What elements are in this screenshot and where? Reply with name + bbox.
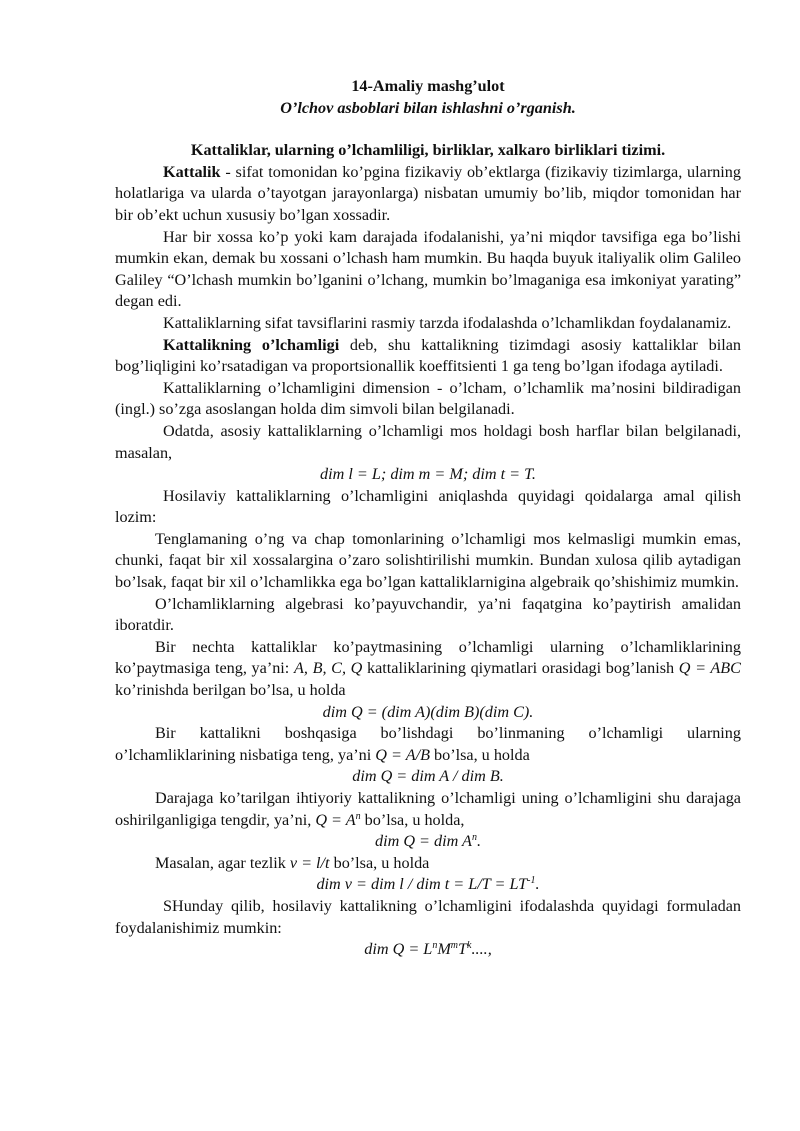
paragraph-text: deb, shu kattalikning tizimdagi asosiy kattaliklar bilan bog’liqligini ko’rsatadigan va proportsionallik koeffitsienti 1 ga teng bo’lgan ifodaga aytiladi. [115, 335, 741, 376]
paragraph-example-velocity: Masalan, agar tezlik v = l/t bo’lsa, u holda [155, 853, 430, 872]
paragraph-rule-2: O’lchamliklarning algebrasi ko’payuvchandir, ya’ni faqatgina ko’paytirish amalidan iboratdir. [115, 594, 741, 635]
formula-quotient: dim Q = dim A / dim B. [352, 767, 504, 786]
math-eq: Q = A/B [375, 745, 430, 764]
formula-product: dim Q = (dim A)(dim B)(dim C). [322, 702, 534, 721]
paragraph-dimension: Kattaliklarning o’lchamligini dimension - o’lcham, o’lchamlik ma’nosini bildiradigan (ingl.) so’zga asoslangan holda dim simvoli bilan belgilanadi. [115, 378, 741, 419]
paragraph-definition [115, 335, 741, 378]
math-eq: v = l/t [289, 853, 330, 872]
math-eq: Q = ABC [678, 659, 741, 678]
paragraph-rule-5: Darajaga ko’tarilgan ihtiyoriy kattalikning o’lchamligi uning o’lchamligini shu darajaga oshirilganligiga tengdir, ya’ni, $Q = A^n$ bo’lsa, u holda, [115, 789, 741, 829]
paragraph-bosh-harflar: Odatda, asosiy kattaliklarning o’lchamligi mos holdagi bosh harflar bilan belgilanadi, masalan, [115, 421, 741, 462]
term-olchamligi: Kattalikning o’lchamligi [163, 335, 340, 354]
paragraph-qoidalar: Hosilaviy kattaliklarning o’lchamligini aniqlashda quyidagi qoidalarga amal qilish lozim: [115, 486, 741, 527]
term-kattalik: Kattalik [163, 162, 221, 181]
paragraph-rule-4: Bir kattalikni boshqasiga bo’lishdagi bo’linmaning o’lchamligi ularning o’lchamliklarining nisbatiga teng, ya’ni Q = A/B bo’lsa, u holda [115, 724, 741, 764]
paragraph-kattalik [115, 162, 741, 227]
formula-velocity: dim v = dim l / dim $t = L/T = LT^{-1}$. [316, 875, 540, 894]
paragraph-galiley: Har bir xossa ko’p yoki kam darajada ifodalanishi, ya’ni miqdor tavsifiga ega bo’lishi mumkin ekan, demak bu xossani o’lchash ham mumkin. Bu haqda buyuk italiyalik olim Galileo Galiley “O’lchash mumkin bo’lganini o’lchang, mumkin bo’lmaganiga esa imkoniyat yarating” degan edi. [115, 227, 741, 311]
page-subtitle: O’lchov asboblari bilan ishlashni o’rganish. [280, 98, 576, 117]
page-title: 14-Amaliy mashg’ulot [351, 77, 505, 95]
formula-power: dim Q = dim $A^n$. [374, 832, 481, 851]
formula-base-dimensions: dim l = L; dim m = M; dim t = T. [320, 465, 536, 484]
section-heading: Kattaliklar, ularning o’lchamliligi, birliklar, xalkaro birliklari tizimi. [190, 141, 666, 160]
paragraph-text: - sifat tomonidan ko’pgina fizikaviy ob’ektlarga (fizikaviy tizimlarga, ularning holatlariga va ularda o’tayotgan jarayonlarga) nisbatan umumiy bo’lib, miqdor tomonidan har bir ob’ekt uchun xususiy bo’lgan xossadir. [115, 162, 741, 224]
paragraph-rule-1: Tenglamaning o’ng va chap tomonlarining o’lchamligi mos kelmasligi mumkin emas, chunki, faqat bir xil xossalargina o’zaro solishtirilishi mumkin. Bundan xulosa qilib aytadigan bo’lsak, faqat bir xil o’lchamlikka ega bo’lgan kattaliklarnigina algebraik qo’shishimiz mumkin. [115, 529, 741, 592]
document-page [115, 76, 741, 961]
paragraph-conclusion: SHunday qilib, hosilaviy kattalikning o’lchamligini ifodalashda quyidagi formuladan foydalanishimiz mumkin: [115, 896, 741, 937]
paragraph-olchamlik-intro: Kattaliklarning sifat tavsiflarini rasmiy tarzda ifodalashda o’lchamlikdan foydalanamiz. [163, 313, 732, 332]
paragraph-rule-3: Bir nechta kattaliklar ko’paytmasining o’lchamligi ularning o’lchamliklarining ko’paytmasiga teng, ya’ni: A, B, C, Q kattaliklarining qiymatlari orasidagi bog’lanish Q = ABC ko’rinishda berilgan bo’lsa, u holda [115, 637, 741, 700]
formula-general: dim $Q = L^nM^mT^k$...., [364, 940, 492, 959]
math-vars: A, B, C, Q [293, 659, 363, 678]
math-eq: $Q = A^n$ [315, 810, 361, 829]
